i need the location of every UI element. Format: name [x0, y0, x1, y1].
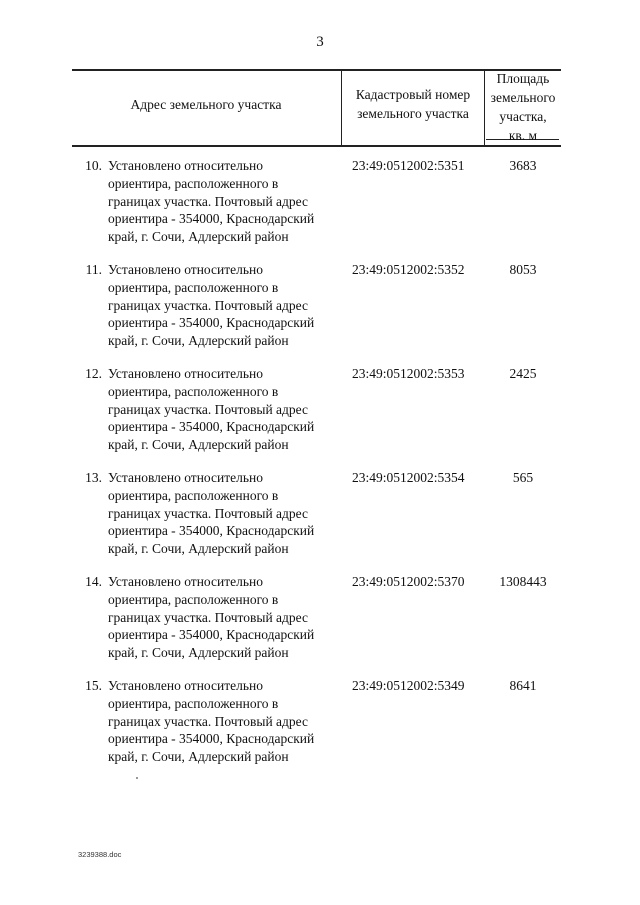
row-number: 11.	[85, 262, 102, 277]
table-row	[72, 570, 572, 674]
row-number: 14.	[85, 574, 102, 589]
table-header-bottom-rule	[72, 145, 561, 147]
row-cadastral: 23:49:0512002:5370	[352, 574, 465, 589]
header-address: Адрес земельного участка	[130, 97, 282, 112]
row-address: Установлено относительно ориентира, расположенного в границах участка. Почтовый адрес ориентира - 354000, Краснодарский край, г. Сочи, Адлерский район	[108, 470, 315, 557]
row-number: 15.	[85, 678, 102, 693]
row-address: Установлено относительно ориентира, расположенного в границах участка. Почтовый адрес ориентира - 354000, Краснодарский край, г. Сочи, Адлерский район	[108, 366, 315, 453]
table-body	[72, 154, 572, 778]
row-address: Установлено относительно ориентира, расположенного в границах участка. Почтовый адрес ориентира - 354000, Краснодарский край, г. Сочи, Адлерский район	[108, 158, 315, 245]
row-number: 12.	[85, 366, 102, 381]
row-number: 13.	[85, 470, 102, 485]
header-area: Площадь земельного участка, кв. м	[490, 71, 556, 143]
table-row	[72, 154, 572, 258]
row-cadastral: 23:49:0512002:5349	[352, 678, 465, 693]
table-row	[72, 674, 572, 778]
header-cadastral: Кадастровый номер земельного участка	[355, 87, 471, 121]
row-cadastral: 23:49:0512002:5353	[352, 366, 465, 381]
table-row	[72, 362, 572, 466]
row-area: 3683	[509, 158, 537, 173]
row-area: 8641	[509, 678, 537, 693]
table-row	[72, 466, 572, 570]
row-area: 565	[512, 470, 534, 485]
row-address: Установлено относительно ориентира, расположенного в границах участка. Почтовый адрес ориентира - 354000, Краснодарский край, г. Сочи, Адлерский район	[108, 262, 315, 349]
row-number: 10.	[85, 158, 102, 173]
row-cadastral: 23:49:0512002:5352	[352, 262, 465, 277]
row-area: 2425	[509, 366, 537, 381]
row-area: 1308443	[499, 574, 547, 589]
page-number: 3	[316, 34, 324, 50]
footer-filename: 3239388.doc	[78, 850, 122, 859]
row-area: 8053	[509, 262, 537, 277]
row-cadastral: 23:49:0512002:5354	[352, 470, 465, 485]
row-address: Установлено относительно ориентира, расположенного в границах участка. Почтовый адрес ориентира - 354000, Краснодарский край, г. Сочи, Адлерский район	[108, 678, 315, 765]
table-row	[72, 258, 572, 362]
row-cadastral: 23:49:0512002:5351	[352, 158, 465, 173]
scan-speck	[136, 777, 138, 779]
row-address: Установлено относительно ориентира, расположенного в границах участка. Почтовый адрес ориентира - 354000, Краснодарский край, г. Сочи, Адлерский район	[108, 574, 315, 661]
